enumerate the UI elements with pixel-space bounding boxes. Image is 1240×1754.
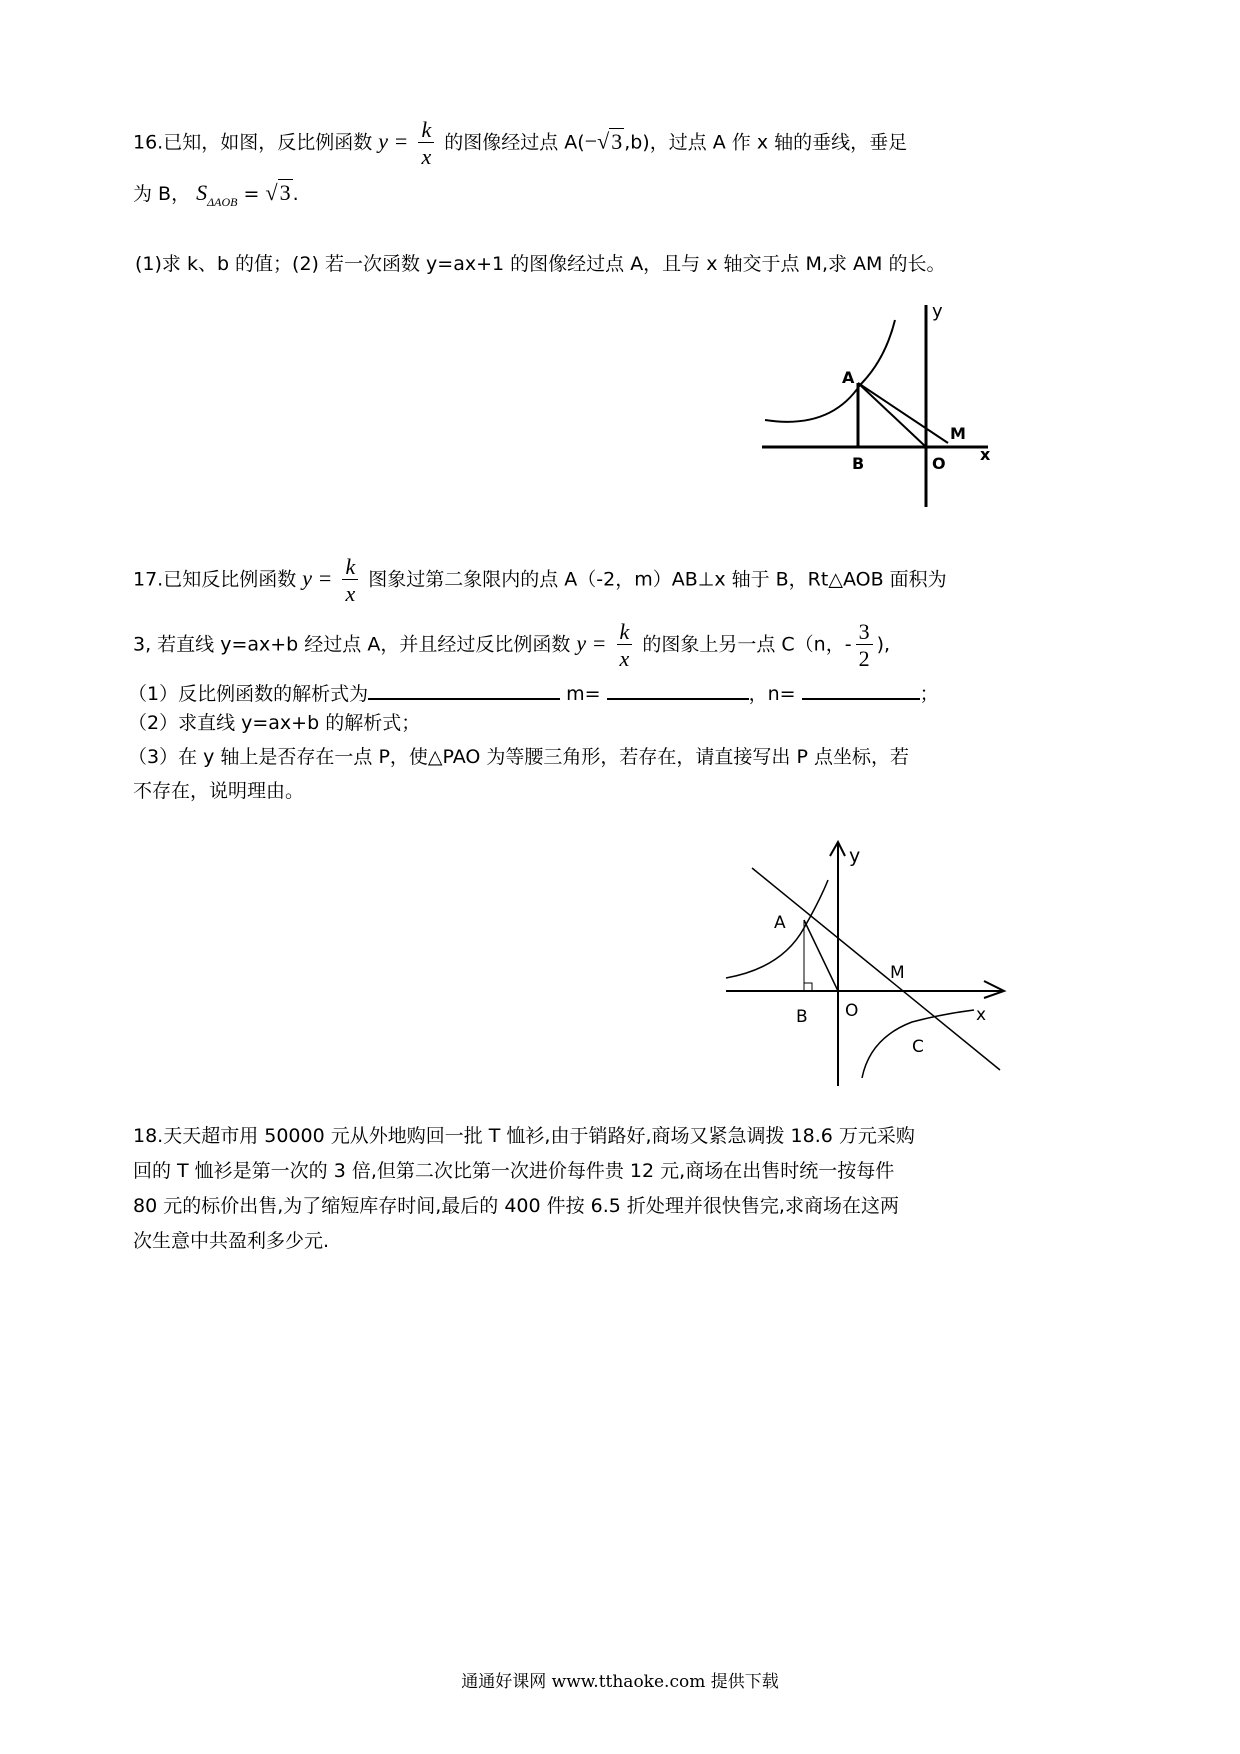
q17-sub2: （2）求直线 y=ax+b 的解析式； — [128, 712, 421, 734]
q17-mid: 图象过第二象限内的点 A（-2，m）AB⊥x 轴于 B，Rt△AOB 面积为 — [368, 568, 947, 591]
q17-fracc-num: 3 — [856, 620, 873, 645]
q17-frac-num: k — [342, 555, 358, 580]
q18-line3: 80 元的标价出售,为了缩短库存时间,最后的 400 件按 6.5 折处理并很快售完,求商场在这两 — [133, 1195, 899, 1217]
q16-area-root — [266, 179, 293, 205]
q16-line2-pre: 为 B， — [133, 183, 191, 205]
q17-lead: 17.已知反比例函数 — [133, 568, 297, 591]
q17-sub3-b: 不存在，说明理由。 — [133, 780, 305, 802]
q17-line1 — [133, 555, 947, 605]
q17-line2 — [133, 620, 890, 670]
q16-label-o: O — [932, 454, 946, 473]
q16-area-root-val: 3 — [279, 180, 291, 205]
q16-fraction — [418, 118, 434, 168]
q17-sub3-a: （3）在 y 轴上是否存在一点 P，使△PAO 为等腰三角形，若存在，请直接写出 P 点坐标，若 — [128, 746, 909, 768]
q16-frac-num: k — [418, 118, 434, 143]
q17-figure — [712, 838, 1012, 1088]
q16-frac-den: x — [421, 144, 432, 170]
q16-period: . — [292, 183, 299, 205]
q18-line4: 次生意中共盈利多少元. — [133, 1230, 330, 1252]
q16-label-m: M — [950, 424, 966, 443]
q17-frac2-num: k — [617, 620, 633, 645]
q17-x-arrow — [984, 981, 1004, 998]
q17-blank-m[interactable] — [607, 682, 749, 700]
q17-fraction — [342, 555, 358, 605]
q16-label-x: x — [980, 445, 991, 464]
q16-s-letter: S — [196, 180, 208, 205]
q17-label-o: O — [845, 1001, 859, 1021]
q16-root-val: 3 — [611, 128, 623, 154]
q17-label-y: y — [849, 845, 861, 867]
q17-sub1-a: （1）反比例函数的解析式为 — [128, 683, 369, 705]
q17-fraction-c — [856, 620, 873, 670]
q16-label-y: y — [932, 301, 943, 322]
q16-lead: 16.已知，如图，反比例函数 — [133, 131, 373, 154]
q16-segment-ao — [858, 383, 926, 447]
q17-sub1-c: ，n= — [748, 683, 796, 705]
q18-line1: 18.天天超市用 50000 元从外地购回一批 T 恤衫,由于销路好,商场又紧急调拨 18.6 万元采购 — [133, 1125, 915, 1147]
q16-line1 — [133, 118, 907, 168]
page-footer: 通通好课网 www.tthaoke.com 提供下载 — [461, 1672, 779, 1692]
q16-minus: − — [584, 128, 598, 154]
q17-label-x: x — [976, 1005, 987, 1025]
q17-fraction-2 — [617, 620, 633, 670]
q17-segment-ao — [804, 920, 838, 991]
q16-y-eq: y = — [378, 128, 409, 154]
q16-label-a: A — [842, 368, 855, 387]
q17-frac2-den: x — [619, 646, 630, 672]
q16-question: (1)求 k、b 的值；(2) 若一次函数 y=ax+1 的图像经过点 A，且与 x 轴交于点 M,求 AM 的长。 — [135, 253, 946, 275]
q16-root-sym: √ — [597, 128, 610, 154]
q16-figure — [760, 295, 1000, 510]
q16-tail: ,b)，过点 A 作 x 轴的垂线，垂足 — [624, 131, 908, 154]
q16-label-b: B — [852, 454, 865, 473]
q16-eq: = — [237, 183, 266, 205]
q18-line2: 回的 T 恤衫是第一次的 3 倍,但第二次比第一次进价每件贵 12 元,商场在出售时统一按每件 — [133, 1160, 895, 1182]
q17-line2-pre: 3, 若直线 y=ax+b 经过点 A，并且经过反比例函数 — [133, 633, 571, 656]
q17-y-eq: y = — [302, 565, 333, 591]
q17-line2-mid: 的图象上另一点 C（n，- — [642, 633, 852, 656]
q16-neg-root — [585, 128, 625, 154]
q17-sub1-d: ； — [919, 683, 939, 705]
q16-area-root-sym: √ — [265, 180, 278, 205]
q16-line2 — [133, 182, 299, 208]
q17-sub1 — [128, 682, 939, 704]
q17-blank-formula[interactable] — [368, 682, 560, 700]
q17-fracc-den: 2 — [858, 646, 870, 672]
q16-segment-am — [858, 383, 948, 443]
q17-right-angle — [804, 983, 812, 991]
q17-sub1-b: m= — [566, 683, 601, 705]
q17-label-a: A — [774, 913, 786, 933]
q17-label-c: C — [912, 1037, 924, 1057]
q16-mid: 的图像经过点 A( — [444, 131, 585, 154]
q16-curve — [765, 320, 895, 422]
q17-blank-n[interactable] — [802, 682, 920, 700]
q17-y-eq-2: y = — [576, 630, 607, 656]
q17-line2-end: ), — [876, 633, 891, 656]
q17-line-ac — [752, 868, 1000, 1070]
q17-label-b: B — [796, 1007, 808, 1027]
q17-label-m: M — [890, 963, 905, 983]
q16-s-sub: ΔAOB — [207, 195, 238, 209]
q17-frac-den: x — [345, 581, 356, 607]
